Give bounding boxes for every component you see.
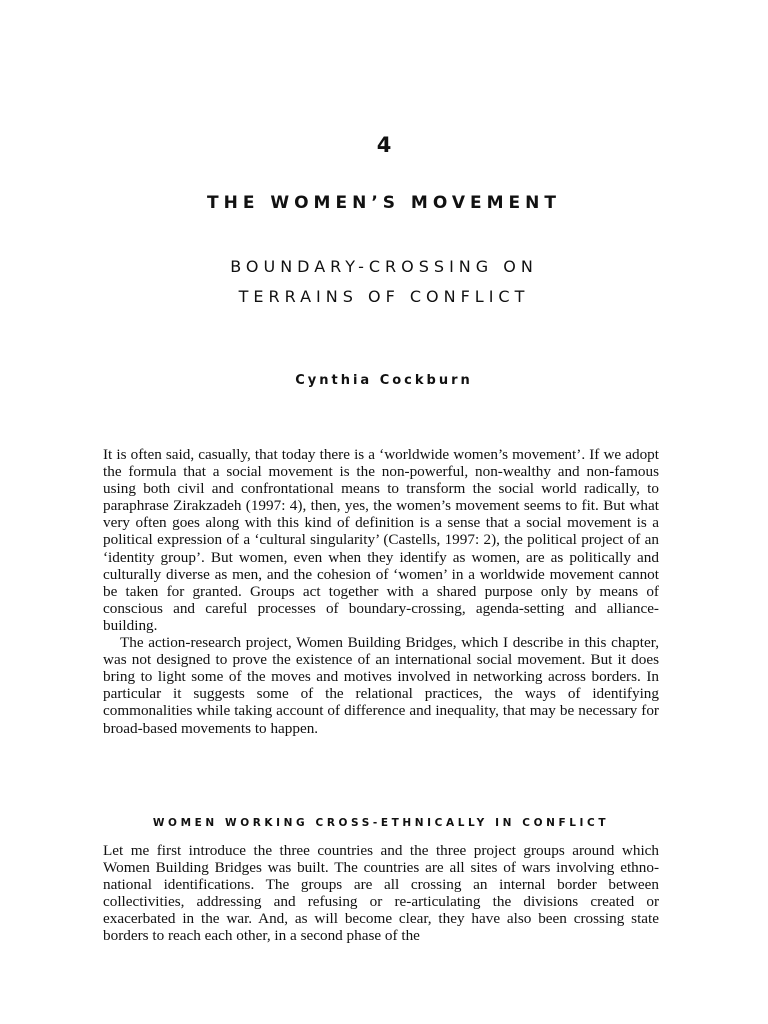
section-heading: WOMEN WORKING CROSS-ETHNICALLY IN CONFLICT [152,817,610,829]
chapter-number: 4 [376,133,392,157]
paragraph: Let me first introduce the three countries and the three project groups around which Women Building Bridges was built. The countries are all sites of wars involving ethno-national identifications. The groups are all crossing an internal border between collectivities, addressing and refusing or re-articulating the divisions created or exacerbated in the war. And, as will become clear, they have also been crossing state borders to reach each other, in a second phase of the [103,842,659,945]
chapter-subtitle-line-2: TERRAINS OF CONFLICT [238,287,530,306]
section-text-block [103,842,659,945]
author-name: Cynthia Cockburn [295,373,473,388]
chapter-title: THE WOMEN’S MOVEMENT [207,193,561,213]
intro-text-block [103,446,659,737]
paragraph: It is often said, casually, that today there is a ‘worldwide women’s movement’. If we adopt the formula that a social movement is the non-powerful, non-wealthy and non-famous using both civil and confrontational means to transform the social world radically, to paraphrase Zirakzadeh (1997: 4), then, yes, the women’s movement seems to fit. But what very often goes along with this kind of definition is a sense that a social movement is a political expression of a ‘cultural singularity’ (Castells, 1997: 2), the political project of an ‘identity group’. But women, even when they identify as women, are as politically and culturally diverse as men, and the cohesion of ‘women’ in a worldwide movement cannot be taken for granted. Groups act together with a shared purpose only by means of conscious and careful processes of boundary-crossing, agenda-setting and alliance-building. [103,446,659,634]
chapter-subtitle-line-1: BOUNDARY-CROSSING ON [230,257,538,276]
paragraph: The action-research project, Women Building Bridges, which I describe in this chapter, was not designed to prove the existence of an international social movement. But it does bring to light some of the moves and motives involved in networking across borders. In particular it suggests some of the relational practices, the ways of identifying commonalities while taking account of difference and inequality, that may be necessary for broad-based movements to happen. [103,634,659,737]
